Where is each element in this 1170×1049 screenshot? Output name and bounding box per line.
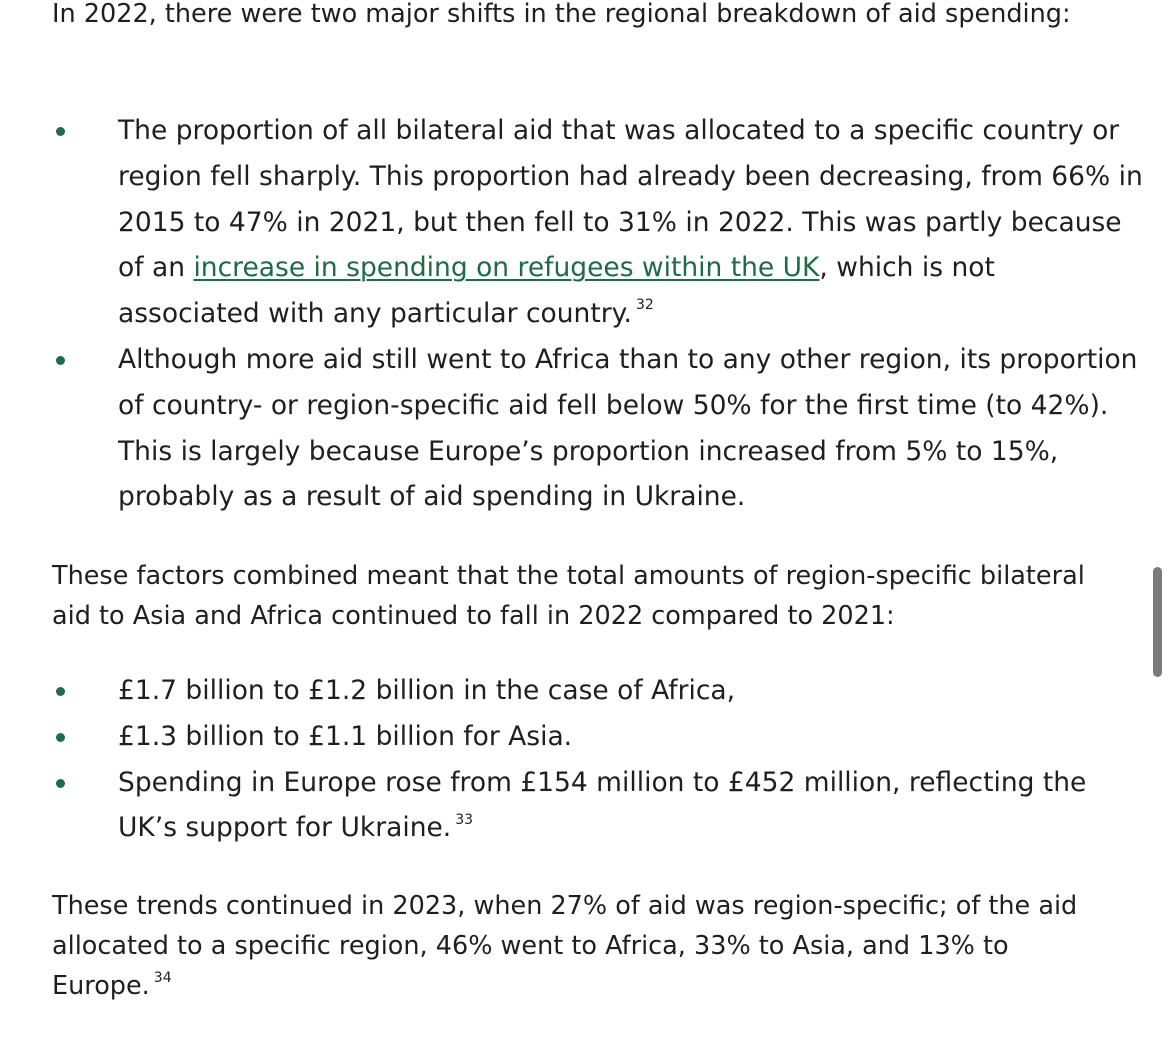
- trends-paragraph: [52, 886, 1112, 1006]
- list-item: [52, 108, 1144, 337]
- footnote-ref[interactable]: 32: [635, 297, 654, 314]
- factors-paragraph: These factors combined meant that the total amounts of region-specific bilateral aid to Asia and Africa continued to fall in 2022 compared to 2021:: [52, 561, 1085, 631]
- intro-paragraph: In 2022, there were two major shifts in the regional breakdown of aid spending:: [52, 0, 1071, 29]
- bullet-icon: [56, 779, 65, 788]
- trends-text: These trends continued in 2023, when 27% of aid was region-specific; of the aid allocated to a specific region, 46% went to Africa, 33% to Asia, and 13% to Europe.: [52, 891, 1078, 1001]
- list-item-text: , which is not associated with any particular country.: [118, 252, 995, 330]
- list-item: [52, 337, 1144, 520]
- bullet-icon: [56, 687, 65, 696]
- refugee-spending-link[interactable]: increase in spending on refugees within the UK: [193, 252, 820, 284]
- bullet-icon: [56, 356, 65, 365]
- list-item-text: £1.7 billion to £1.2 billion in the case of Africa,: [118, 675, 736, 706]
- bullet-icon: [56, 733, 65, 742]
- list-item-text: Spending in Europe rose from £154 million to £452 million, reflecting the UK’s support for Ukraine.: [118, 766, 1087, 844]
- footnote-ref[interactable]: 33: [455, 811, 474, 828]
- amounts-list: [52, 668, 1144, 851]
- list-item: [52, 714, 1144, 760]
- bullet-icon: [56, 127, 65, 136]
- list-item-text: Although more aid still went to Africa than to any other region, its proportion of country- or region-specific aid fell below 50% for the first time (to 42%). This is largely because Europe’s proportion increased from 5% to 15%, probably as a result of aid spending in Ukraine.: [118, 343, 1138, 513]
- footnote-ref[interactable]: 34: [153, 969, 172, 986]
- list-item-text: £1.3 billion to £1.1 billion for Asia.: [118, 720, 573, 752]
- list-item: [52, 760, 1144, 852]
- list-item-text: The proportion of all bilateral aid that was allocated to a specific country or region fell sharply. This proportion had already been decreasing, from 66% in 2015 to 47% in 2021, but then fell to 31% in 2022. This was partly because of an: [118, 115, 1143, 284]
- shifts-list: [52, 108, 1144, 520]
- list-item: [52, 668, 1144, 714]
- scrollbar-thumb[interactable]: [1153, 567, 1162, 677]
